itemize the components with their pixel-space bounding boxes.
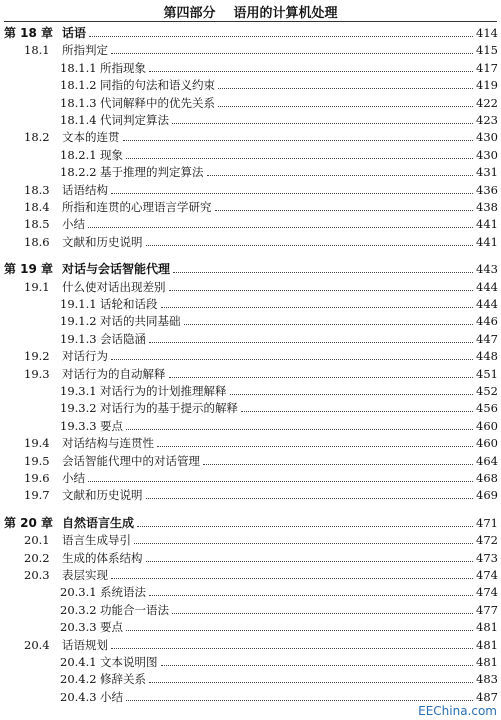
entry-title: 要点 (100, 418, 123, 433)
section-entry (0, 215, 501, 233)
entry-title: 语言生成导引 (62, 533, 131, 548)
dot-leader (88, 481, 473, 482)
subsection-entry (0, 653, 501, 671)
dot-leader (126, 700, 473, 701)
entry-number: 19.4 (24, 436, 50, 451)
entry-title: 话语规划 (62, 637, 108, 652)
entry-number: 19.6 (24, 471, 50, 485)
page-number: 430 (476, 147, 498, 162)
entry-title: 对话行为的基于提示的解释 (100, 401, 238, 416)
entry-title: 文本的连贯 (62, 130, 120, 145)
entry-title: 生成的体系结构 (62, 550, 143, 565)
entry-number: 18.3 (24, 182, 50, 197)
entry-title: 文献和历史说明 (62, 488, 143, 503)
subsection-entry (0, 330, 501, 348)
page-number: 415 (476, 43, 498, 58)
page-number: 469 (476, 488, 498, 503)
section-entry (0, 469, 501, 487)
entry-title: 所指和连贯的心理语言学研究 (62, 200, 212, 214)
entry-title: 所指现象 (100, 60, 146, 75)
page-number: 441 (476, 234, 498, 249)
entry-number: 18.1.4 (60, 113, 97, 127)
dot-leader (215, 210, 473, 211)
entry-number: 19.3.3 (60, 418, 97, 433)
watermark: EEChina.com (418, 704, 497, 718)
dot-leader (230, 394, 473, 395)
entry-title: 代词解释中的优先关系 (100, 95, 215, 110)
page-number: 448 (476, 349, 498, 364)
dot-leader (126, 429, 473, 430)
page-number: 472 (476, 533, 498, 548)
page-number: 468 (476, 471, 498, 485)
subsection-entry (0, 399, 501, 417)
dot-leader (137, 526, 473, 527)
entry-title: 话语 (62, 26, 87, 40)
entry-title: 文本说明图 (100, 655, 158, 669)
section-entry (0, 365, 501, 383)
page-number: 441 (476, 217, 498, 232)
entry-title: 现象 (100, 147, 123, 162)
entry-title: 话轮和话段 (100, 297, 158, 311)
section-entry (0, 452, 501, 470)
entry-number: 20.3.1 (60, 585, 97, 600)
page-number: 452 (476, 384, 498, 398)
section-entry (0, 434, 501, 452)
subsection-entry (0, 312, 501, 330)
entry-number: 20.1 (24, 533, 50, 548)
entry-number: 18.2.1 (60, 147, 97, 162)
part-title: 第四部分 语用的计算机处理 (163, 6, 338, 21)
page-number: 444 (476, 297, 498, 311)
entry-title: 对话与会话智能代理 (62, 262, 171, 277)
entry-title: 表层实现 (62, 568, 108, 582)
entry-title: 小结 (62, 471, 85, 485)
page-number: 483 (476, 672, 498, 687)
entry-number: 19.1.2 (60, 314, 97, 329)
page-number: 447 (476, 331, 498, 346)
page-number: 481 (476, 620, 498, 635)
entry-number: 20.4.3 (60, 689, 97, 704)
entry-title: 小结 (100, 689, 123, 704)
entry-title: 文献和历史说明 (62, 234, 143, 249)
dot-leader (126, 630, 473, 631)
subsection-entry (0, 417, 501, 435)
subsection-entry (0, 94, 501, 112)
entry-number: 18.6 (24, 234, 50, 249)
entry-number: 19.3.2 (60, 401, 97, 416)
entry-title: 基于推理的判定算法 (100, 165, 204, 180)
page-number: 443 (476, 262, 498, 277)
subsection-entry (0, 583, 501, 601)
dot-leader (207, 175, 473, 176)
dot-leader (111, 648, 473, 649)
entry-number: 19.1 (24, 279, 50, 294)
subsection-entry (0, 111, 501, 129)
entry-title: 代词判定算法 (100, 113, 169, 127)
page-number: 464 (476, 453, 498, 468)
entry-number: 18.1.2 (60, 78, 97, 93)
entry-title: 功能合一语法 (100, 602, 169, 617)
section-entry (0, 278, 501, 296)
dot-leader (218, 106, 473, 107)
entry-number: 20.3.3 (60, 620, 97, 635)
dot-leader (161, 307, 473, 308)
entry-number: 19.5 (24, 453, 50, 468)
entry-title: 所指判定 (62, 43, 108, 58)
dot-leader (184, 324, 473, 325)
dot-leader (203, 464, 473, 465)
page-number: 414 (476, 26, 498, 40)
subsection-entry (0, 295, 501, 313)
page-number: 481 (476, 637, 498, 652)
page-number: 481 (476, 655, 498, 669)
dot-leader (123, 140, 473, 141)
subsection-entry (0, 670, 501, 688)
entry-title: 同指的句法和语义约束 (100, 78, 215, 93)
page-number: 438 (476, 200, 498, 214)
dot-leader (111, 53, 473, 54)
dot-leader (157, 446, 473, 447)
section-entry (0, 566, 501, 584)
subsection-entry (0, 146, 501, 164)
page-number: 487 (476, 689, 498, 704)
entry-number: 20.3 (24, 568, 50, 582)
page-number: 423 (476, 113, 498, 127)
page-number: 471 (476, 515, 498, 530)
chapter-entry (0, 24, 501, 42)
dot-leader (146, 561, 473, 562)
section-entry (0, 531, 501, 549)
dot-leader (146, 498, 473, 499)
entry-number: 第 18 章 (4, 26, 54, 40)
section-entry (0, 549, 501, 567)
section-entry (0, 636, 501, 654)
dot-leader (134, 543, 473, 544)
entry-number: 20.4.1 (60, 655, 97, 669)
page-number: 431 (476, 165, 498, 180)
entry-title: 会话隐涵 (100, 331, 146, 346)
subsection-entry (0, 163, 501, 181)
dot-leader (173, 272, 473, 273)
entry-number: 20.4.2 (60, 672, 97, 687)
page-number: 430 (476, 130, 498, 145)
entry-title: 话语结构 (62, 182, 108, 197)
dot-leader (111, 578, 473, 579)
entry-number: 18.2 (24, 130, 50, 145)
dot-leader (241, 411, 473, 412)
page-number: 417 (476, 60, 498, 75)
entry-title: 什么使对话出现差别 (62, 279, 166, 294)
page-number: 473 (476, 550, 498, 565)
subsection-entry (0, 601, 501, 619)
dot-leader (111, 193, 473, 194)
entry-number: 18.1.1 (60, 60, 97, 75)
section-entry (0, 347, 501, 365)
subsection-entry (0, 76, 501, 94)
subsection-entry (0, 59, 501, 77)
dot-leader (161, 665, 473, 666)
entry-title: 对话结构与连贯性 (62, 436, 154, 451)
chapter-entry (0, 260, 501, 278)
page-number: 460 (476, 418, 498, 433)
dot-leader (89, 36, 473, 37)
entry-title: 系统语法 (100, 585, 146, 600)
page-number: 451 (476, 366, 498, 381)
dot-leader (146, 245, 473, 246)
entry-number: 18.1 (24, 43, 50, 58)
entry-title: 会话智能代理中的对话管理 (62, 453, 200, 468)
page-number: 446 (476, 314, 498, 329)
subsection-entry (0, 618, 501, 636)
dot-leader (149, 342, 473, 343)
entry-title: 自然语言生成 (62, 515, 135, 530)
section-entry (0, 128, 501, 146)
section-entry (0, 233, 501, 251)
page-number: 444 (476, 279, 498, 294)
section-entry (0, 181, 501, 199)
title-rule (4, 21, 497, 22)
dot-leader (111, 359, 473, 360)
dot-leader (149, 71, 473, 72)
dot-leader (169, 377, 473, 378)
entry-number: 18.4 (24, 200, 50, 214)
entry-number: 19.3 (24, 366, 50, 381)
page-number: 456 (476, 401, 498, 416)
dot-leader (88, 227, 473, 228)
entry-number: 第 19 章 (4, 262, 54, 277)
chapter-entry (0, 514, 501, 532)
page-number: 419 (476, 78, 498, 93)
section-entry (0, 198, 501, 216)
entry-number: 第 20 章 (4, 515, 54, 530)
entry-title: 对话行为的自动解释 (62, 366, 166, 381)
entry-title: 要点 (100, 620, 123, 635)
page-number: 422 (476, 95, 498, 110)
page-number: 460 (476, 436, 498, 451)
section-entry (0, 41, 501, 59)
entry-title: 对话行为 (62, 349, 108, 364)
page-number: 477 (476, 602, 498, 617)
entry-title: 小结 (62, 217, 85, 232)
dot-leader (172, 613, 473, 614)
page-number: 474 (476, 568, 498, 582)
entry-number: 19.1.1 (60, 297, 97, 311)
dot-leader (149, 682, 473, 683)
subsection-entry (0, 382, 501, 400)
entry-number: 19.7 (24, 488, 50, 503)
entry-number: 20.2 (24, 550, 50, 565)
entry-number: 19.3.1 (60, 384, 97, 398)
page-number: 436 (476, 182, 498, 197)
entry-number: 18.5 (24, 217, 50, 232)
entry-number: 18.1.3 (60, 95, 97, 110)
entry-number: 18.2.2 (60, 165, 97, 180)
dot-leader (169, 290, 473, 291)
dot-leader (218, 88, 473, 89)
dot-leader (126, 158, 473, 159)
entry-number: 19.1.3 (60, 331, 97, 346)
page-number: 474 (476, 585, 498, 600)
section-entry (0, 486, 501, 504)
entry-number: 20.4 (24, 637, 50, 652)
entry-number: 20.3.2 (60, 602, 97, 617)
dot-leader (172, 123, 473, 124)
entry-title: 对话行为的计划推理解释 (100, 384, 227, 398)
entry-number: 19.2 (24, 349, 50, 364)
entry-title: 修辞关系 (100, 672, 146, 687)
entry-title: 对话的共同基础 (100, 314, 181, 329)
dot-leader (149, 595, 473, 596)
